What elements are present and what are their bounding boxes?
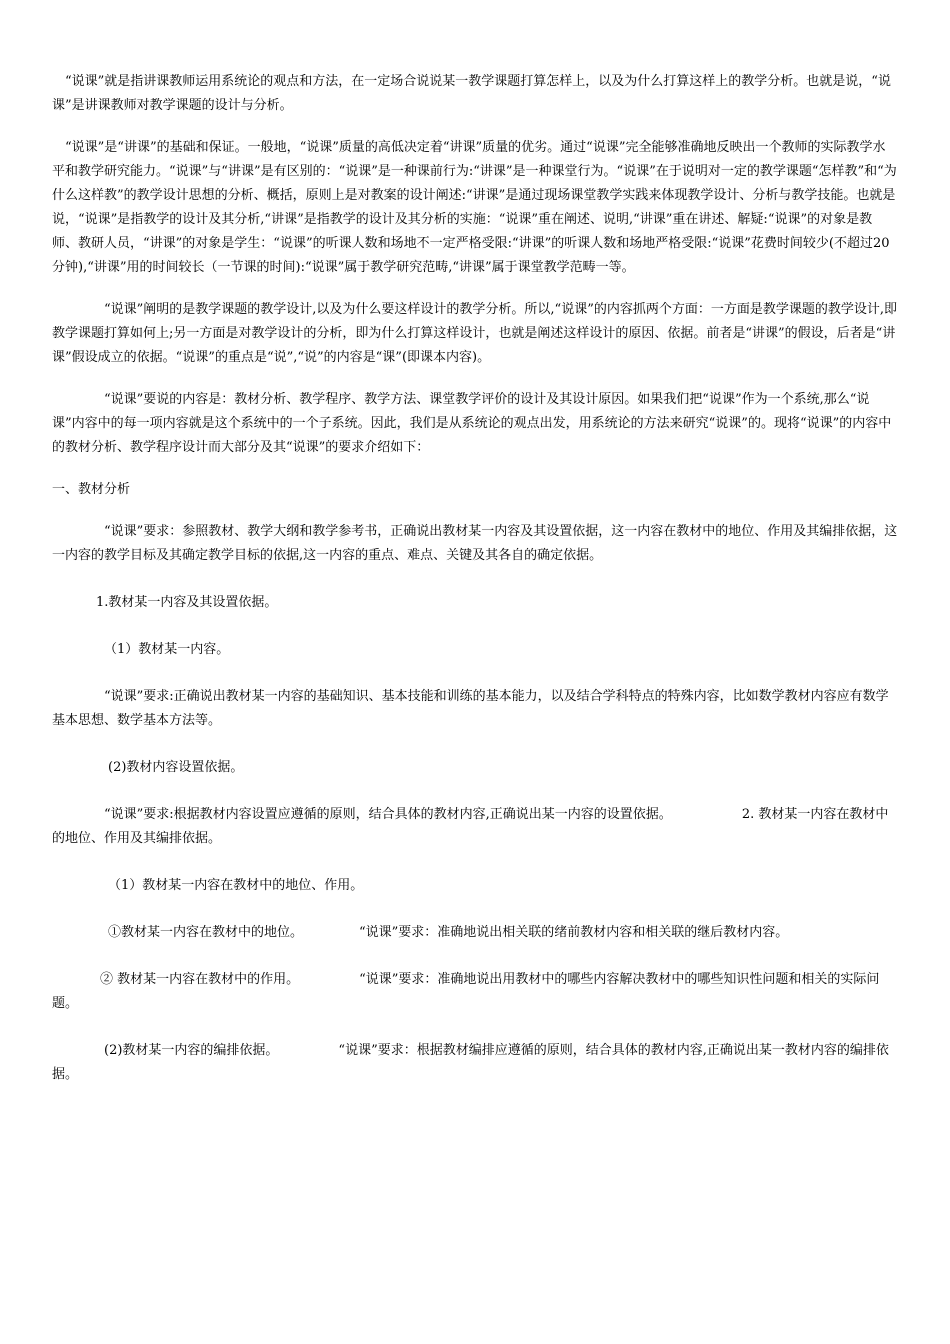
document-page <box>52 70 898 1087</box>
subheading-1-1: （1）教材某一内容。 <box>104 642 230 657</box>
subheading-2-1: （1）教材某一内容在教材中的地位、作用。 <box>108 878 364 893</box>
item-position-title: ①教材某一内容在教材中的地位。 <box>108 925 304 940</box>
paragraph-content: “说课”要说的内容是：教材分析、教学程序、教学方法、课堂教学评价的设计及其设计原因。如果我们把“说课”作为一个系统,那么“说课”内容中的每一项内容就是这个系统中的一个子系统。因此，我们是从系统论的观点出发，用系统论的方法来研究“说课”的。现将“说课”的内容中的教材分析、教学程序设计而大部分及其“说课”的要求介绍如下： <box>52 392 892 455</box>
item-arrangement-requirement: “说课”要求：根据教材编排应遵循的原则，结合具体的教材内容,正确说出某一教材内容的编排依据。 <box>52 1043 889 1082</box>
paragraph-content-requirement: “说课”要求:正确说出教材某一内容的基础知识、基本技能和训练的基本能力，以及结合学科特点的特殊内容，比如数学教材内容应有数学基本思想、数学基本方法等。 <box>52 689 889 728</box>
subheading-1: 1.教材某一内容及其设置依据。 <box>96 595 278 610</box>
paragraph-focus: “说课”阐明的是教学课题的教学设计,以及为什么要这样设计的教学分析。所以,“说课”的内容抓两个方面：一方面是教学课题的教学设计,即教学课题打算如何上;另一方面是对教学设计的分析，即为什么打算这样设计，也就是阐述这样设计的原因、依据。前者是“讲课”的假设，后者是“讲课”假设成立的依据。“说课”的重点是“说”,“说”的内容是“课”(即课本内容)。 <box>52 302 897 365</box>
section-heading-textbook-analysis: 一、教材分析 <box>52 482 131 497</box>
subheading-1-2: (2)教材内容设置依据。 <box>108 760 244 775</box>
item-function <box>52 968 898 1016</box>
item-function-requirement: “说课”要求：准确地说出用教材中的哪些内容解决教材中的哪些知识性问题和相关的实际问题。 <box>52 972 880 1011</box>
item-function-title: ② 教材某一内容在教材中的作用。 <box>100 972 300 987</box>
paragraph-textbook-requirement: “说课”要求：参照教材、教学大纲和教学参考书，正确说出教材某一内容及其设置依据，这一内容在教材中的地位、作用及其编排依据，这一内容的教学目标及其确定教学目标的依据,这一内容的重点、难点、关键及其各自的确定依据。 <box>52 524 898 563</box>
item-position <box>52 921 898 945</box>
subheading-2: 2. 教材某一内容在教材中的地位、作用及其编排依据。 <box>52 807 889 846</box>
paragraph-setting-requirement <box>52 803 898 851</box>
paragraph-definition: “说课”就是指讲课教师运用系统论的观点和方法，在一定场合说说某一教学课题打算怎样上，以及为什么打算这样上的教学分析。也就是说，“说课”是讲课教师对教学课题的设计与分析。 <box>52 74 891 113</box>
setting-requirement-text: “说课”要求:根据教材内容设置应遵循的原则，结合具体的教材内容,正确说出某一内容的设置依据。 <box>104 807 672 822</box>
item-arrangement <box>52 1039 898 1087</box>
paragraph-difference: “说课”是“讲课”的基础和保证。一般地，“说课”质量的高低决定着“讲课”质量的优劣。通过“说课”完全能够准确地反映出一个教师的实际教学水平和教学研究能力。“说课”与“讲课”是有区别的：“说课”是一种课前行为:“讲课”是一种课堂行为。“说课”在于说明对一定的教学课题“怎样教”和“为什么这样教”的教学设计思想的分析、概括，原则上是对教案的设计阐述:“讲课”是通过现场课堂教学实践来体现教学设计、分析与教学技能。也就是说，“说课”是指教学的设计及其分析,“讲课”是指教学的设计及其分析的实施：“说课”重在阐述、说明,“讲课”重在讲述、解疑:“说课”的对象是教师、教研人员，“讲课”的对象是学生：“说课”的听课人数和场地不一定严格受限:“讲课”的听课人数和场地严格受限:“说课”花费时间较少(不超过20分钟),“讲课”用的时间较长（一节课的时间):“说课”属于教学研究范畴,“讲课”属于课堂教学范畴一等。 <box>52 140 897 275</box>
item-arrangement-title: (2)教材某一内容的编排依据。 <box>104 1043 279 1058</box>
item-position-requirement: “说课”要求：准确地说出相关联的绪前教材内容和相关联的继后教材内容。 <box>359 925 789 940</box>
